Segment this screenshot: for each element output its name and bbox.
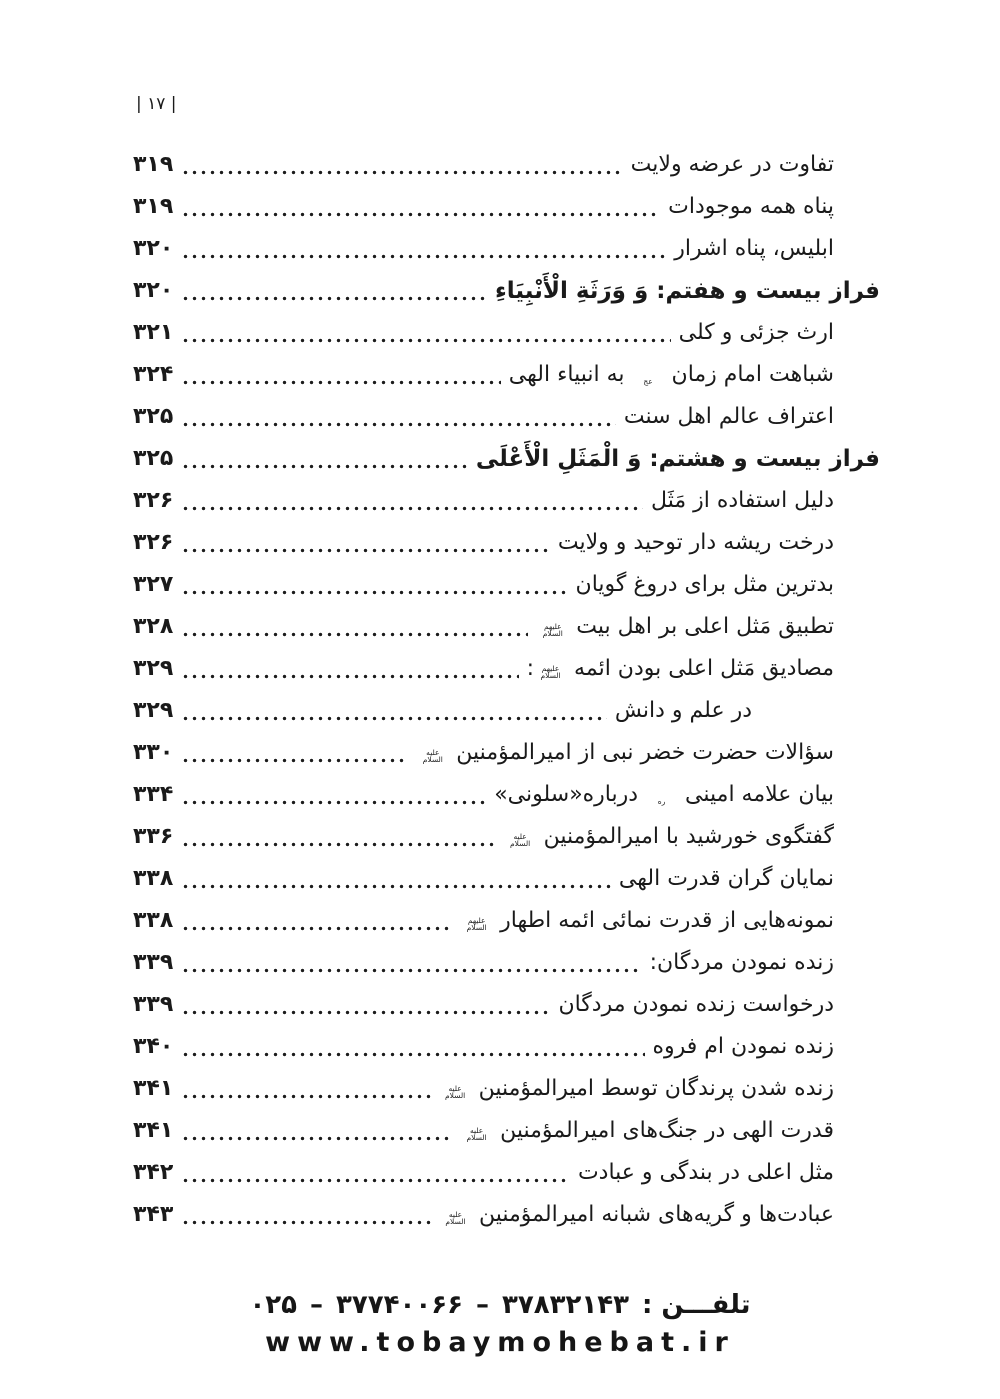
toc-chapter-row — [133, 270, 880, 312]
honorific-stamp: علیهم السلام — [540, 663, 561, 680]
dot-leader — [181, 968, 641, 973]
toc-title-text: مصادیق مَثل اعلی بودن ائمه — [567, 656, 834, 681]
toc-entry-page-number: ۳۲۰ — [133, 236, 174, 261]
toc-entry-title — [439, 1204, 834, 1226]
toc-entry-row — [133, 312, 880, 354]
phone-separator: – — [476, 1290, 489, 1320]
dot-leader — [181, 254, 666, 259]
honorific-stamp: علیه السلام — [510, 831, 531, 848]
toc-title-text: اعتراف عالم اهل سنت — [623, 404, 834, 429]
toc-entry-page-number: ۳۲۱ — [133, 320, 174, 345]
toc-entry-page-number: ۳۳۸ — [133, 866, 174, 891]
toc-entry-title — [650, 952, 834, 974]
toc-entry-page-number: ۳۳۹ — [133, 950, 174, 975]
toc-entry-title — [504, 826, 834, 848]
toc-entry-row — [133, 228, 880, 270]
toc-title-text: نمایان گران قدرت الهی — [618, 866, 834, 891]
honorific-stamp: علیهم السلام — [542, 621, 563, 638]
toc-entry-page-number: ۳۲۶ — [133, 488, 174, 513]
toc-list — [133, 144, 880, 1236]
toc-entry-row — [133, 690, 880, 732]
toc-entry-page-number: ۳۳۶ — [133, 824, 174, 849]
toc-entry-title — [527, 658, 834, 680]
toc-entry-page-number: ۳۴۰ — [133, 1034, 174, 1059]
toc-entry-page-number: ۳۲۶ — [133, 530, 174, 555]
toc-entry-page-number: ۳۱۹ — [133, 152, 174, 177]
toc-title-text: درباره«سلونی» — [494, 782, 646, 807]
toc-entry-row — [133, 900, 880, 942]
toc-entry-row — [133, 396, 880, 438]
toc-title-text: سؤالات حضرت خضر نبی از امیرالمؤمنین — [449, 740, 834, 765]
toc-entry-title — [558, 532, 834, 554]
toc-title-text: گفتگوی خورشید با امیرالمؤمنین — [536, 824, 834, 849]
toc-entry-row — [133, 1026, 880, 1068]
dot-leader — [181, 464, 468, 469]
toc-entry-row — [133, 816, 880, 858]
honorific-stamp: عج — [643, 377, 653, 386]
toc-entry-row — [133, 648, 880, 690]
toc-title-text: تفاوت در عرضه ولایت — [630, 152, 834, 177]
toc-entry-page-number: ۳۳۹ — [133, 992, 174, 1017]
dot-leader — [181, 590, 567, 595]
toc-entry-row — [133, 858, 880, 900]
toc-entry-title — [475, 445, 880, 472]
toc-entry-page-number: ۳۴۱ — [133, 1076, 174, 1101]
website-url: www.tobaymohebat.ir — [265, 1327, 735, 1358]
toc-title-text: پناه همه موجودات — [668, 194, 834, 219]
toc-entry-page-number: ۳۱۹ — [133, 194, 174, 219]
dot-leader — [181, 842, 495, 847]
toc-entry-row — [133, 1194, 880, 1236]
toc-entry-page-number: ۳۲۹ — [133, 656, 174, 681]
toc-entry-row — [133, 522, 880, 564]
dot-leader — [181, 1178, 570, 1183]
dot-leader — [181, 1052, 644, 1057]
toc-title-text: فراز بیست و هشتم: وَ الْمَثَلِ الْأَعْلَى — [475, 445, 880, 472]
toc-entry-row — [133, 186, 880, 228]
toc-entry-page-number: ۳۴۲ — [133, 1160, 174, 1185]
phone-label: تلفـــن : — [641, 1290, 751, 1320]
toc-title-text: ابلیس، پناه اشرار — [674, 236, 834, 261]
toc-entry-page-number: ۳۲۸ — [133, 614, 174, 639]
dot-leader — [181, 758, 408, 763]
toc-title-text: در علم و دانش — [614, 698, 752, 723]
toc-title-text: نمونه‌هایی از قدرت نمائی ائمه اطهار — [493, 908, 834, 933]
toc-entry-page-number: ۳۳۴ — [133, 782, 174, 807]
phone-number: ۳۷۸۳۲۱۴۳ — [502, 1290, 629, 1320]
toc-title-text: مثل اعلی در بندگی و عبادت — [577, 1160, 834, 1185]
toc-entry-page-number: ۳۲۵ — [133, 446, 174, 471]
toc-title-text: شباهت امام زمان — [664, 362, 834, 387]
toc-entry-page-number: ۳۲۴ — [133, 362, 174, 387]
dot-leader — [181, 1220, 431, 1225]
dot-leader — [181, 422, 616, 427]
phone-separator: – — [310, 1290, 324, 1320]
toc-title-text: دلیل استفاده از مَثَل — [651, 488, 834, 513]
toc-entry-title — [460, 910, 834, 932]
toc-entry-title — [631, 154, 834, 176]
honorific-stamp: علیه السلام — [445, 1209, 466, 1226]
toc-entry-row — [133, 1152, 880, 1194]
toc-title-text: عبادت‌ها و گریه‌های شبانه امیرالمؤمنین — [471, 1202, 834, 1227]
dot-leader — [181, 170, 622, 175]
dot-leader — [181, 380, 500, 385]
toc-chapter-row — [133, 438, 880, 480]
dot-leader — [181, 884, 611, 889]
toc-entry-title — [653, 1036, 835, 1058]
phone-line — [0, 1290, 1000, 1320]
toc-entry-page-number: ۳۲۷ — [133, 572, 174, 597]
toc-title-text: زنده شدن پرندگان توسط امیرالمؤمنین — [471, 1076, 834, 1101]
page-footer — [0, 1290, 1000, 1358]
toc-title-text: : — [526, 656, 535, 681]
dot-leader — [181, 674, 518, 679]
toc-entry-page-number: ۳۳۰ — [133, 740, 174, 765]
toc-entry-title — [619, 868, 834, 890]
honorific-stamp: علیه السلام — [466, 1125, 487, 1142]
toc-title-text: بدترین مثل برای دروغ گویان — [575, 572, 834, 597]
toc-entry-title — [509, 364, 834, 386]
toc-entry-page-number: ۳۲۰ — [133, 278, 174, 303]
toc-entry-title — [439, 1078, 834, 1100]
page-number: | ۱۷ | — [136, 94, 177, 114]
toc-entry-title — [495, 277, 880, 304]
dot-leader — [181, 1010, 550, 1015]
dot-leader — [181, 800, 486, 805]
toc-entry-page-number: ۳۲۵ — [133, 404, 174, 429]
toc-entry-row — [133, 942, 880, 984]
toc-entry-title — [668, 196, 834, 218]
dot-leader — [181, 212, 660, 217]
toc-title-text: به انبیاء الهی — [508, 362, 632, 387]
toc-entry-row — [133, 1110, 880, 1152]
toc-entry-row — [133, 1068, 880, 1110]
toc-entry-title — [624, 406, 834, 428]
toc-entry-row — [133, 144, 880, 186]
toc-entry-page-number: ۳۲۹ — [133, 698, 174, 723]
toc-entry-title — [558, 994, 834, 1016]
toc-entry-title — [615, 700, 752, 722]
toc-title-text: زنده نمودن مردگان: — [649, 950, 834, 975]
dot-leader — [181, 926, 452, 931]
dot-leader — [181, 296, 487, 301]
toc-title-text: فراز بیست و هفتم: وَ وَرَثَةِ الْأَنْبِيَاءِ — [495, 277, 880, 304]
toc-entry-row — [133, 984, 880, 1026]
phone-number: ۰۲۵ — [249, 1290, 298, 1320]
toc-entry-page-number: ۳۴۳ — [133, 1202, 174, 1227]
toc-entry-title — [578, 1162, 834, 1184]
honorific-stamp: علیه السلام — [422, 747, 443, 764]
toc-entry-title — [494, 784, 834, 806]
dot-leader — [181, 632, 528, 637]
toc-entry-row — [133, 774, 880, 816]
honorific-stamp: علیهم السلام — [466, 915, 487, 932]
toc-entry-title — [536, 616, 834, 638]
toc-entry-row — [133, 732, 880, 774]
dot-leader — [181, 1094, 430, 1099]
honorific-stamp: ره — [657, 797, 666, 806]
toc-title-text: درخواست زنده نمودن مردگان — [558, 992, 834, 1017]
dot-leader — [181, 548, 550, 553]
toc-entry-row — [133, 354, 880, 396]
dot-leader — [181, 338, 670, 343]
toc-entry-row — [133, 564, 880, 606]
dot-leader — [181, 1136, 452, 1141]
honorific-stamp: علیه السلام — [445, 1083, 466, 1100]
toc-title-text: تطبیق مَثل اعلی بر اهل بیت — [569, 614, 834, 639]
toc-entry-title — [674, 238, 834, 260]
toc-entry-page-number: ۳۳۸ — [133, 908, 174, 933]
toc-title-text: ارث جزئی و کلی — [678, 320, 834, 345]
toc-title-text: درخت ریشه دار توحید و ولایت — [557, 530, 834, 555]
toc-entry-title — [679, 322, 834, 344]
toc-entry-title — [460, 1120, 834, 1142]
toc-entry-title — [576, 574, 834, 596]
toc-entry-row — [133, 480, 880, 522]
dot-leader — [181, 506, 643, 511]
toc-entry-row — [133, 606, 880, 648]
toc-title-text: قدرت الهی در جنگ‌های امیرالمؤمنین — [493, 1118, 834, 1143]
toc-entry-title — [651, 490, 834, 512]
toc-entry-page-number: ۳۴۱ — [133, 1118, 174, 1143]
toc-title-text: بیان علامه امینی — [678, 782, 834, 807]
phone-number: ۳۷۷۴۰۰۶۶ — [336, 1290, 463, 1320]
toc-title-text: زنده نمودن ام فروه — [652, 1034, 834, 1059]
toc-entry-title — [416, 742, 834, 764]
dot-leader — [181, 716, 607, 721]
